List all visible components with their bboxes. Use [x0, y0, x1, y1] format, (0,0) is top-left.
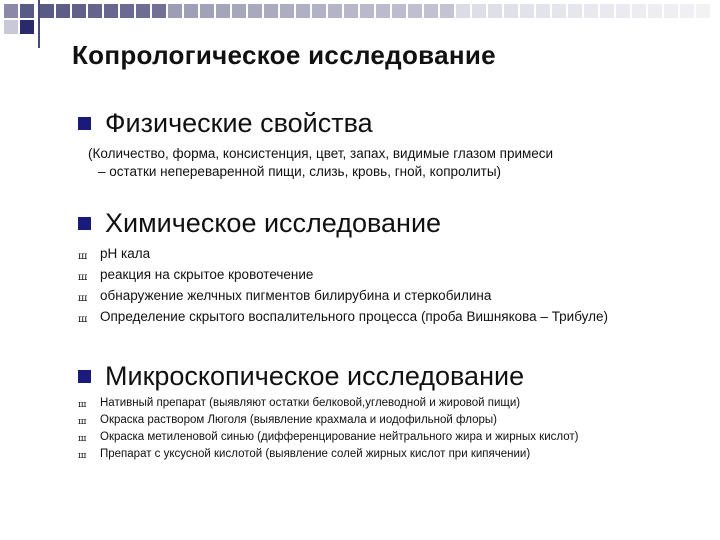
sub-bullet-icon: ш [78, 251, 88, 262]
physical-description [88, 145, 710, 181]
list-item: ш рН кала [70, 245, 710, 266]
square-bullet-icon [78, 117, 91, 130]
header-square [408, 4, 422, 18]
list-item: ш Препарат с уксусной кислотой (выявление солей жирных кислот при кипячении) [70, 447, 710, 464]
header-corner-square [20, 20, 34, 34]
header-square [616, 4, 630, 18]
header-square [168, 4, 182, 18]
header-square [72, 4, 86, 18]
header-square [40, 4, 54, 18]
list-item: ш Окраска раствором Люголя (выявление крахмала и иодофильной флоры) [70, 413, 710, 430]
header-square [312, 4, 326, 18]
header-square [536, 4, 550, 18]
header-square [136, 4, 150, 18]
sub-bullet-icon: ш [78, 417, 87, 427]
header-square [360, 4, 374, 18]
square-bullet-icon [78, 370, 91, 383]
sub-bullet-icon: ш [78, 314, 88, 325]
header-square [344, 4, 358, 18]
header-square [56, 4, 70, 18]
header-square [424, 4, 438, 18]
sub-bullet-icon: ш [78, 272, 88, 283]
header-square [600, 4, 614, 18]
header-square [584, 4, 598, 18]
header-square [280, 4, 294, 18]
square-bullet-icon [78, 217, 91, 230]
slide-title: Копрологическое исследование [72, 40, 496, 70]
header-square [88, 4, 102, 18]
physical-description-line1: (Количество, форма, консистенция, цвет, запах, видимые глазом примеси [88, 146, 554, 161]
list-item: ш Определение скрытого воспалительного процесса (проба Вишнякова – Трибуле) [70, 308, 710, 329]
list-item: ш Нативный препарат (выявляют остатки белковой,углеводной и жировой пищи) [70, 396, 710, 413]
header-square [376, 4, 390, 18]
header-corner-square [4, 4, 18, 18]
header-square [680, 4, 694, 18]
section-chemical [70, 208, 710, 329]
header-square [488, 4, 502, 18]
header-square [152, 4, 166, 18]
section-physical [70, 108, 710, 181]
header-corner-square [20, 4, 34, 18]
header-square [472, 4, 486, 18]
header-square [264, 4, 278, 18]
list-item: ш обнаружение желчных пигментов билирубина и стеркобилина [70, 287, 710, 308]
section-microscopic [70, 361, 710, 464]
header-square [632, 4, 646, 18]
physical-description-line2: – остатки непереваренной пищи, слизь, кровь, гной, копролиты) [98, 164, 502, 179]
header-square [248, 4, 262, 18]
header-square [664, 4, 678, 18]
header-square [552, 4, 566, 18]
header-square [696, 4, 710, 18]
section-heading-physical: Физические свойства [105, 108, 373, 138]
header-square [184, 4, 198, 18]
list-item: ш Окраска метиленовой синью (дифференцирование нейтрального жира и жирных кислот) [70, 430, 710, 447]
header-square [520, 4, 534, 18]
sub-bullet-icon: ш [78, 400, 87, 410]
header-corner-square [4, 20, 18, 34]
header-vertical-line [38, 0, 40, 48]
header-square [648, 4, 662, 18]
list-item: ш реакция на скрытое кровотечение [70, 266, 710, 287]
header-square [120, 4, 134, 18]
sub-bullet-icon: ш [78, 451, 87, 461]
header-square [216, 4, 230, 18]
header-square [456, 4, 470, 18]
header-square [392, 4, 406, 18]
header-square [504, 4, 518, 18]
header-decoration [0, 0, 720, 32]
header-square [440, 4, 454, 18]
header-square [104, 4, 118, 18]
header-square [200, 4, 214, 18]
sub-bullet-icon: ш [78, 293, 88, 304]
section-heading-microscopic: Микроскопическое исследование [105, 361, 525, 391]
header-square [568, 4, 582, 18]
sub-bullet-icon: ш [78, 434, 87, 444]
header-square [328, 4, 342, 18]
section-heading-chemical: Химическое исследование [105, 208, 442, 238]
header-square [296, 4, 310, 18]
header-square [232, 4, 246, 18]
